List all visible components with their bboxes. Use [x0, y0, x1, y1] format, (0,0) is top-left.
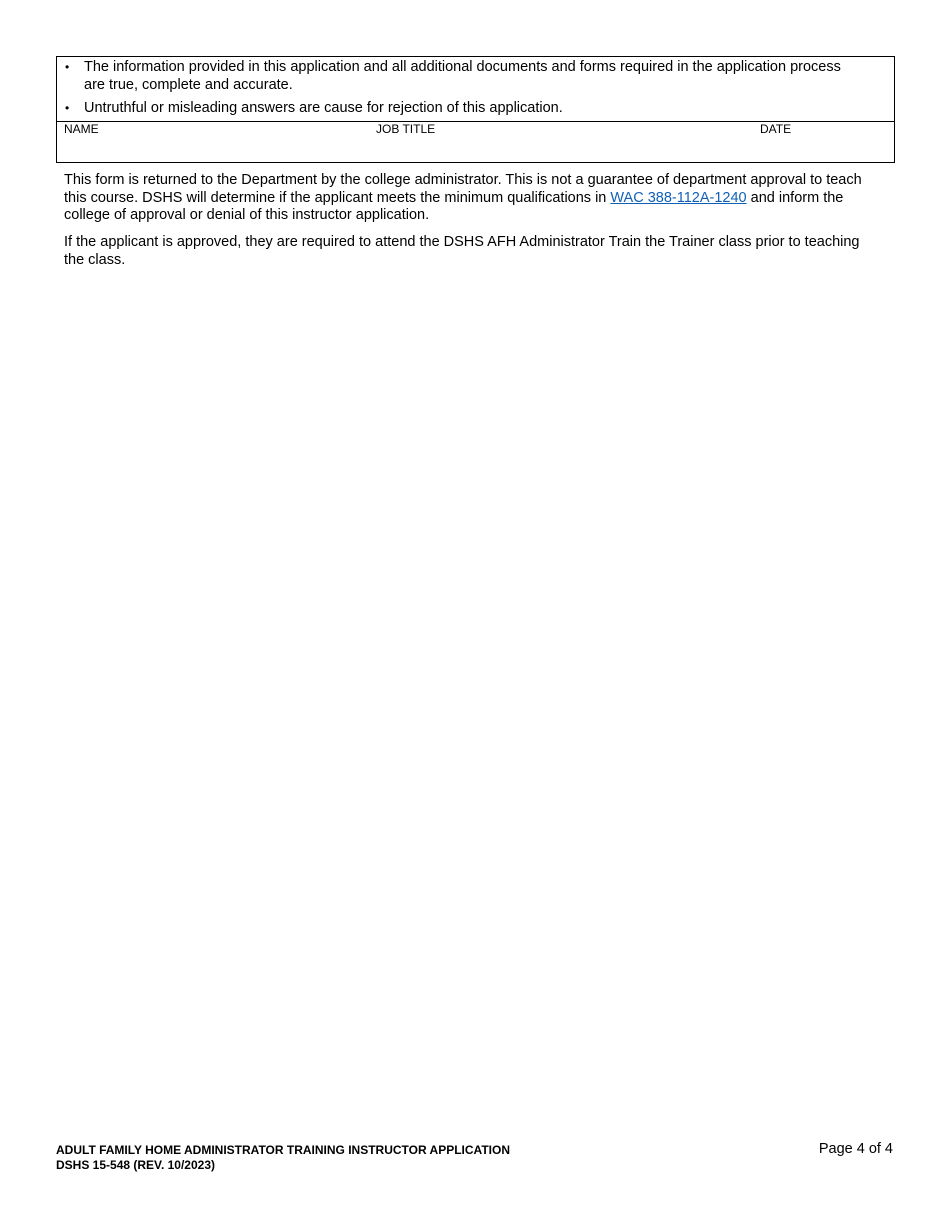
- instructions-paragraph: [64, 172, 864, 225]
- footer-form-title: ADULT FAMILY HOME ADMINISTRATOR TRAINING INSTRUCTOR APPLICATION: [56, 1143, 510, 1157]
- job-title-field-label: JOB TITLE: [376, 122, 436, 136]
- list-item: [65, 99, 855, 117]
- list-item: [65, 58, 855, 94]
- footer-form-number: DSHS 15-548 (REV. 10/2023): [56, 1158, 215, 1172]
- certification-box: [56, 56, 895, 163]
- date-field-label: DATE: [760, 122, 792, 136]
- bullet-icon: •: [65, 101, 70, 115]
- instructions-text: This form is returned to the Department by the college administrator. This is not a guarantee of department approval to teach this course. DSHS will determine if the applicant meets the minimum qualifications in: [64, 172, 862, 206]
- approval-paragraph: If the applicant is approved, they are required to attend the DSHS AFH Administrator Train the Trainer class prior to teaching the class.: [64, 234, 860, 268]
- certification-statements: [57, 57, 894, 122]
- instructions-text-continued: and inform the college of approval or denial of this instructor application.: [64, 189, 844, 223]
- name-field-label: NAME: [64, 122, 99, 136]
- wac-link[interactable]: WAC 388-112A-1240: [610, 189, 747, 206]
- page-number: Page 4 of 4: [818, 1141, 893, 1157]
- certification-statement: Untruthful or misleading answers are cause for rejection of this application.: [84, 100, 563, 116]
- certification-statement: The information provided in this application and all additional documents and forms required in the application process are true, complete and accurate.: [84, 59, 841, 93]
- bullet-icon: •: [65, 60, 70, 74]
